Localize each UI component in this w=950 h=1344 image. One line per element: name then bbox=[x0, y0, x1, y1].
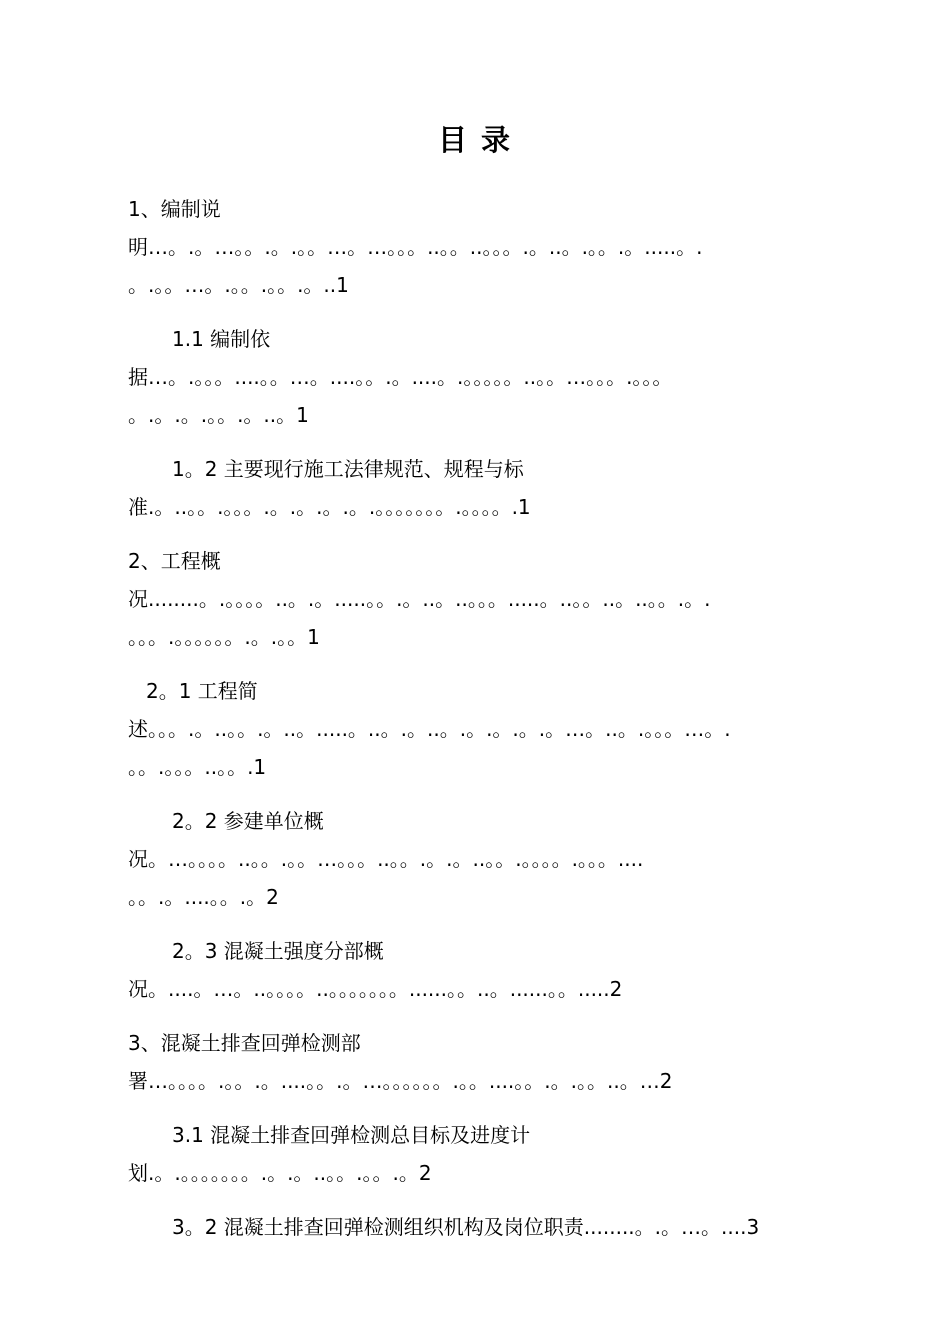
toc-entry-2-2 bbox=[128, 802, 818, 916]
toc-entry-leader-line: 署…。。。。.。。.。....。。.。…。。。。。。.。。....。。.。.。。..。…2 bbox=[128, 1069, 673, 1093]
toc-entry-1-2 bbox=[128, 450, 818, 526]
toc-entry-1-1 bbox=[128, 320, 818, 434]
toc-entry-heading: 1。2 主要现行施工法律规范、规程与标 bbox=[172, 457, 524, 481]
toc-title: 目 录 bbox=[437, 123, 513, 157]
toc-entry-leader-line: 。。.。。。..。。.1 bbox=[128, 755, 267, 779]
toc-entry-2-1 bbox=[128, 672, 818, 786]
toc-entry-2 bbox=[128, 542, 818, 656]
toc-entry-leader-line: 况。....。…。..。。。。..。。。。。。。......。。..。......。。.....2 bbox=[128, 977, 623, 1001]
toc-entry-3-1 bbox=[128, 1116, 818, 1192]
toc-entry-heading: 2。2 参建单位概 bbox=[172, 809, 324, 833]
toc-entry-heading: 2。1 工程简 bbox=[146, 679, 258, 703]
toc-entry-1 bbox=[128, 190, 818, 304]
toc-entry-leader-line: 。。。.。。。。。。.。.。。1 bbox=[128, 625, 320, 649]
toc-entry-leader-line: 。.。.。.。。.。..。1 bbox=[128, 403, 309, 427]
table-of-contents bbox=[128, 190, 818, 1246]
toc-entry-heading: 1.1 编制依 bbox=[172, 327, 271, 351]
toc-entry-2-3 bbox=[128, 932, 818, 1008]
toc-entry-heading: 3.1 混凝土排查回弹检测总目标及进度计 bbox=[172, 1123, 531, 1147]
toc-entry-heading: 2、工程概 bbox=[128, 549, 221, 573]
toc-entry-heading: 3、混凝土排查回弹检测部 bbox=[128, 1031, 361, 1055]
toc-entry-heading: 3。2 混凝土排查回弹检测组织机构及岗位职责........。.。…。....3 bbox=[172, 1215, 760, 1239]
toc-entry-leader-line: 况。…。。。。..。。.。。…。。。..。。.。.。..。。.。。。。.。。。.... bbox=[128, 847, 644, 871]
toc-entry-leader-line: 。.。。…。.。。.。。.。..1 bbox=[128, 273, 349, 297]
toc-entry-leader-line: 明…。.。…。。.。.。。…。…。。。..。。..。。。.。..。.。。.。.....。. bbox=[128, 235, 703, 259]
toc-entry-3 bbox=[128, 1024, 818, 1100]
toc-entry-3-2 bbox=[128, 1208, 818, 1246]
toc-entry-leader-line: 准.。..。。.。。。.。.。.。.。.。。。。。。。.。。。。.1 bbox=[128, 495, 531, 519]
toc-entry-heading: 1、编制说 bbox=[128, 197, 221, 221]
toc-entry-leader-line: 据…。.。。。....。。…。....。。.。....。.。。。。。..。。…。。。.。。。 bbox=[128, 365, 673, 389]
toc-entry-heading: 2。3 混凝土强度分部概 bbox=[172, 939, 384, 963]
toc-entry-leader-line: 况........。.。。。。..。.。.....。。.。..。..。。。.....。..。。..。..。。.。. bbox=[128, 587, 711, 611]
toc-entry-leader-line: 述。。。.。..。。.。..。.....。..。.。..。.。.。.。.。…。..。.。。。…。. bbox=[128, 717, 731, 741]
toc-entry-leader-line: 划.。.。。。。。。。.。.。..。。.。。.。2 bbox=[128, 1161, 432, 1185]
toc-entry-leader-line: 。。.。....。。.。2 bbox=[128, 885, 279, 909]
